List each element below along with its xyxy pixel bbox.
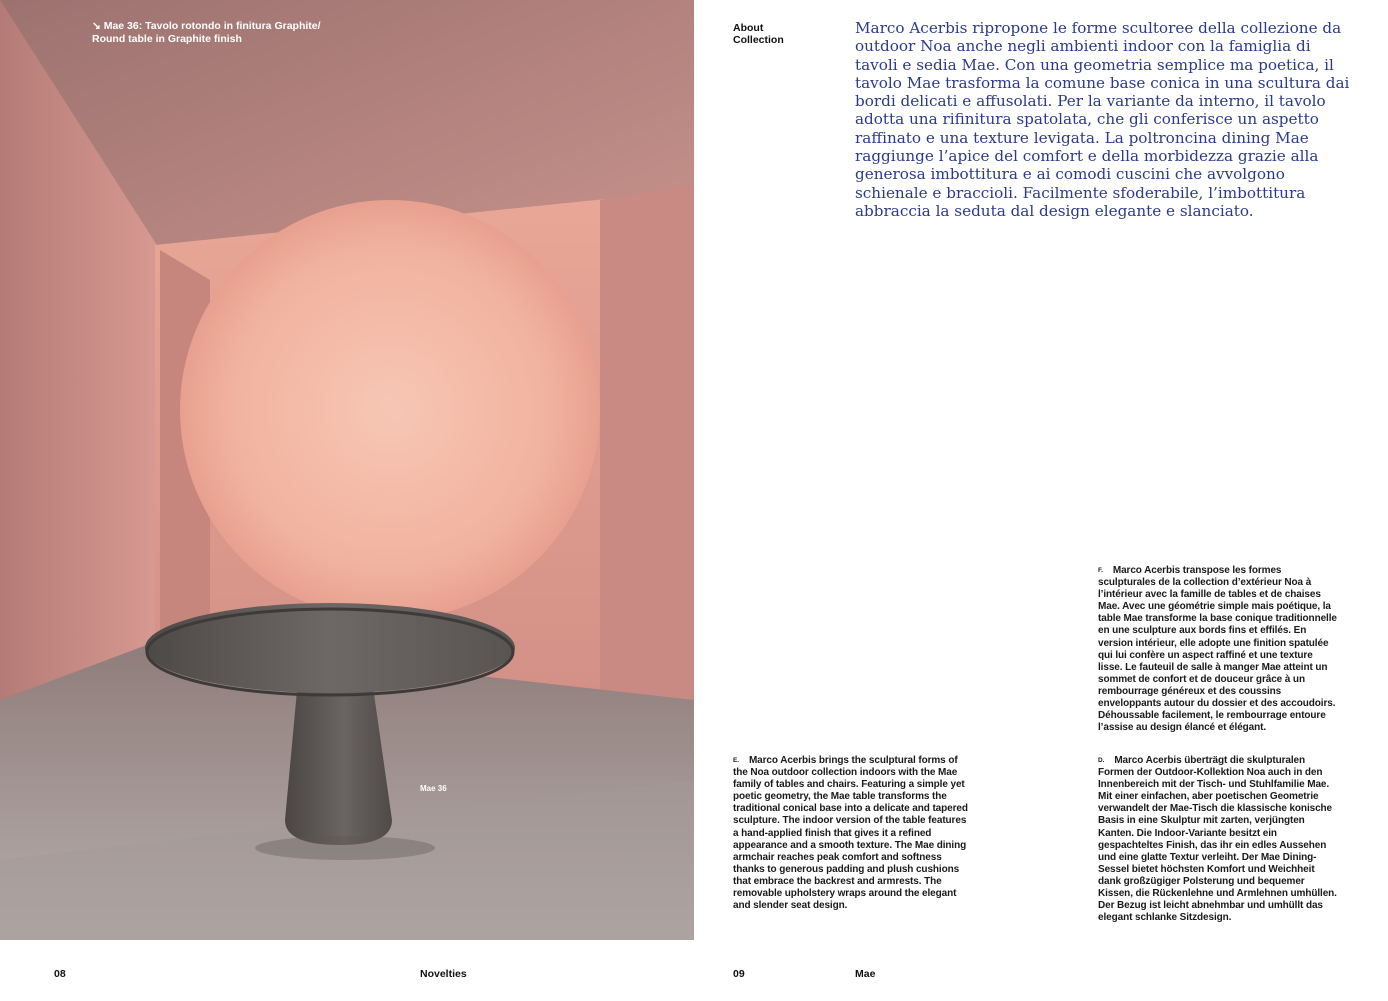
french-body: Marco Acerbis transpose les formes sculpturales de la collection d’extérieur Noa à l’intérieur avec la famille de tables et de chaises Mae. Avec une géométrie simple mais poétique, la table Mae transforme la base conique traditionnelle en une sculpture aux bords fins et effilés. En version intérieur, elle adopte une finition spatulée qui lui confère un aspect raffiné et une texture lisse. Le fauteuil de salle à manger Mae atteint un sommet de confort et de douceur grâce à un rembourrage généreux et des coussins enveloppants autour du dossier et des accoudoirs. Déhoussable facilement, le rembourrage entoure l’assise au design élancé et élégant. bbox=[1098, 565, 1337, 734]
footer-section-right: Mae bbox=[855, 968, 876, 980]
lang-marker-fr: F. bbox=[1098, 567, 1103, 574]
page-number-right: 09 bbox=[733, 968, 745, 980]
table-scene-illustration bbox=[0, 0, 694, 940]
section-label-line1: About bbox=[733, 22, 764, 34]
page-number-left: 08 bbox=[54, 968, 66, 980]
lang-marker-de: D. bbox=[1098, 757, 1105, 764]
footer-section-left: Novelties bbox=[420, 968, 467, 980]
photo-tag: Mae 36 bbox=[420, 784, 447, 793]
german-body: Marco Acerbis überträgt die skulpturalen Formen der Outdoor-Kollektion Noa auch in den Innenbereich mit der Tisch- und Stuhlfamilie Mae. Mit einer einfachen, aber poetischen Geometrie verwandelt der Mae-Tisch die klassische konische Basis in eine Skulptur mit zarten, verjüngten Kanten. Die Indoor-Variante besitzt ein gespachteltes Finish, das ihr ein edles Aussehen und eine glatte Textur verleiht. Der Mae Dining-Sessel bietet höchsten Komfort und Weichheit dank großzügiger Polsterung und bequemer Kissen, die Rückenlehne und Armlehnen umhüllen. Der Bezug ist leicht abnehmbar und umhüllt das elegant schlanke Sitzdesign. bbox=[1098, 755, 1337, 924]
text-column-german bbox=[1098, 755, 1338, 924]
section-label bbox=[733, 22, 833, 46]
text-column-french bbox=[1098, 565, 1338, 734]
text-column-english bbox=[733, 755, 969, 912]
section-label-line2: Collection bbox=[733, 34, 784, 46]
intro-italian: Marco Acerbis ripropone le forme scultoree della collezione da outdoor Noa anche negli ambienti indoor con la famiglia di tavoli e sedia Mae. Con una geometria semplice ma poetica, il tavolo Mae trasforma la comune base conica in una scultura dai bordi delicati e affusolati. Per la variante da interno, il tavolo adotta una rifinitura spatolata, che gli conferisce un aspetto raffinato e una texture levigata. La poltroncina dining Mae raggiunge l’apice del comfort e della morbidezza grazie alla generosa imbottitura e ai comodi cuscini che avvolgono schienale e braccioli. Facilmente sfoderabile, l’imbottitura abbraccia la seduta dal design elegante e slanciato. bbox=[855, 19, 1350, 220]
product-photo bbox=[0, 0, 694, 940]
english-body: Marco Acerbis brings the sculptural forms of the Noa outdoor collection indoors with the Mae family of tables and chairs. Featuring a simple yet poetic geometry, the Mae table transforms the traditional conical base into a delicate and tapered sculpture. The indoor version of the table features a hand-applied finish that gives it a refined appearance and a smooth texture. The Mae dining armchair reaches peak comfort and softness thanks to generous padding and plush cushions that embrace the backrest and armrests. The removable upholstery wraps around the elegant and slender seat design. bbox=[733, 755, 968, 912]
lang-marker-en: E. bbox=[733, 757, 739, 764]
photo-caption: ↘ Mae 36: Tavolo rotondo in finitura Graphite/ Round table in Graphite finish bbox=[92, 20, 321, 45]
